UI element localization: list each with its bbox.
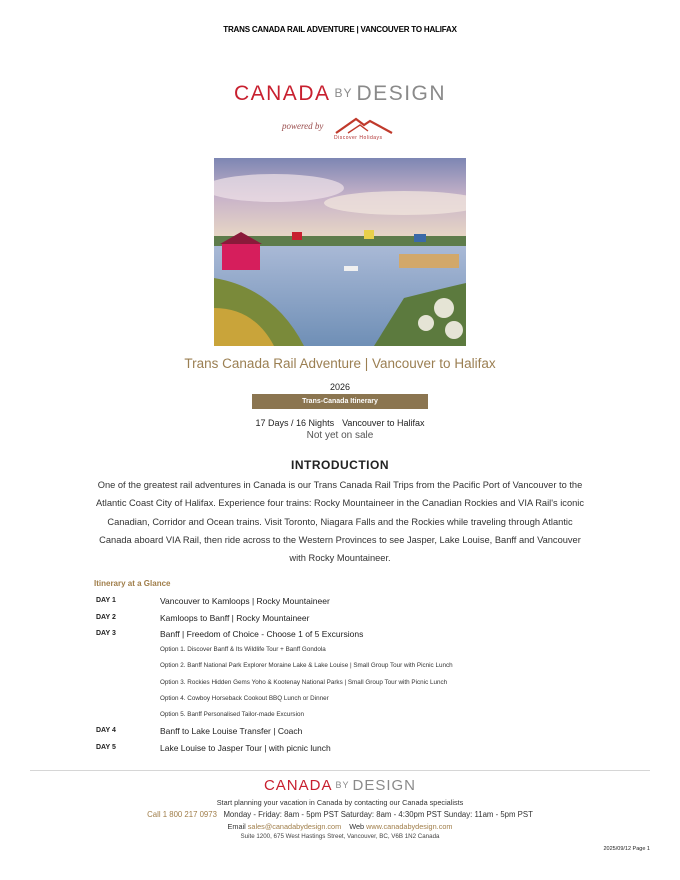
itinerary-option-text: Option 4. Cowboy Horseback Cookout BBQ Lunch or Dinner (160, 695, 329, 702)
itinerary-day-text: Lake Louise to Jasper Tour | with picnic lunch (160, 743, 331, 753)
introduction-body: One of the greatest rail adventures in Canada is our Trans Canada Rail Trips from the Pacific Port of Vancouver to the Atlantic Coast City of Halifax. Experience four trains: Rocky Mountaineer in the Canadian Rockies and VIA Rail's iconic Canadian, Corridor and Ocean trains. Visit Toronto, Niagara Falls and the Rockies while traveling through Atlantic Canada aboard VIA Rail, then ride across to the Western Provinces to see Jasper, Lake Louise, Banff and Vancouver with Rocky Mountaineer. (95, 480, 585, 564)
footer-logo-word-by: BY (335, 780, 350, 790)
powered-by-logo (282, 115, 402, 145)
itinerary-type-badge: Trans-Canada Itinerary (252, 394, 428, 409)
mountain-logo-icon (334, 115, 394, 135)
itinerary-glance-title: Itinerary at a Glance (94, 579, 171, 588)
footer-tagline: Start planning your vacation in Canada by contacting our Canada specialists (216, 798, 464, 807)
page-number-stamp: 2025/09/12 Page 1 (603, 846, 650, 852)
itinerary-day-label: DAY 2 (96, 614, 116, 621)
footer-contact-hours (0, 810, 680, 819)
footer-hours: Monday - Friday: 8am - 5pm PST Saturday: 8am - 4:30pm PST Sunday: 11am - 5pm PST (223, 810, 533, 819)
brand-logo (0, 82, 680, 106)
itinerary-day-label: DAY 1 (96, 597, 116, 604)
footer-web-label: Web (349, 822, 365, 831)
itinerary-option-text: Option 5. Banff Personalised Tailor-made Excursion (160, 711, 304, 718)
footer-web-link[interactable]: www.canadabydesign.com (366, 822, 453, 831)
logo-word-design: DESIGN (356, 82, 447, 105)
footer-logo-word-canada: CANADA (263, 777, 333, 794)
logo-word-by: BY (334, 86, 353, 100)
itinerary-day-text: Banff to Lake Louise Transfer | Coach (160, 726, 303, 736)
introduction-heading: INTRODUCTION (291, 458, 389, 472)
footer-divider (30, 770, 650, 771)
itinerary-day-text: Vancouver to Kamloops | Rocky Mountaineer (160, 596, 330, 606)
footer-phone-link[interactable]: Call 1 800 217 0973 (147, 810, 217, 819)
tour-title: Trans Canada Rail Adventure | Vancouver to Halifax (184, 356, 496, 371)
logo-word-canada: CANADA (233, 82, 331, 105)
footer-email-link[interactable]: sales@canadabydesign.com (247, 822, 342, 831)
tour-route: Vancouver to Halifax (342, 418, 425, 428)
itinerary-day-label: DAY 3 (96, 630, 116, 637)
tour-year: 2026 (329, 382, 351, 392)
itinerary-day-text: Banff | Freedom of Choice - Choose 1 of 5 Excursions (160, 629, 364, 639)
powered-by-brand: Discover Holidays (334, 135, 383, 141)
footer-address: Suite 1200, 675 West Hastings Street, Vancouver, BC, V6B 1N2 Canada (240, 833, 440, 840)
tour-duration-text: 17 Days / 16 Nights (255, 418, 335, 428)
powered-by-text: powered by (282, 121, 324, 131)
footer-email-label: Email (227, 822, 246, 831)
itinerary-day-label: DAY 4 (96, 727, 116, 734)
sale-status: Not yet on sale (306, 430, 374, 441)
document-header-title: TRANS CANADA RAIL ADVENTURE | VANCOUVER TO HALIFAX (223, 25, 457, 34)
itinerary-day-text: Kamloops to Banff | Rocky Mountaineer (160, 613, 310, 623)
tour-duration (0, 418, 680, 428)
itinerary-day-label: DAY 5 (96, 744, 116, 751)
footer-logo-word-design: DESIGN (352, 777, 417, 794)
footer-brand-logo (0, 777, 680, 794)
itinerary-option-text: Option 2. Banff National Park Explorer Moraine Lake & Lake Louise | Small Group Tour with Picnic Lunch (160, 662, 453, 669)
footer-email-web (0, 822, 680, 831)
hero-harbour-photo (214, 158, 466, 346)
itinerary-option-text: Option 3. Rockies Hidden Gems Yoho & Kootenay National Parks | Small Group Tour with Picnic Lunch (160, 679, 448, 686)
itinerary-option-text: Option 1. Discover Banff & Its Wildlife Tour + Banff Gondola (160, 646, 326, 653)
